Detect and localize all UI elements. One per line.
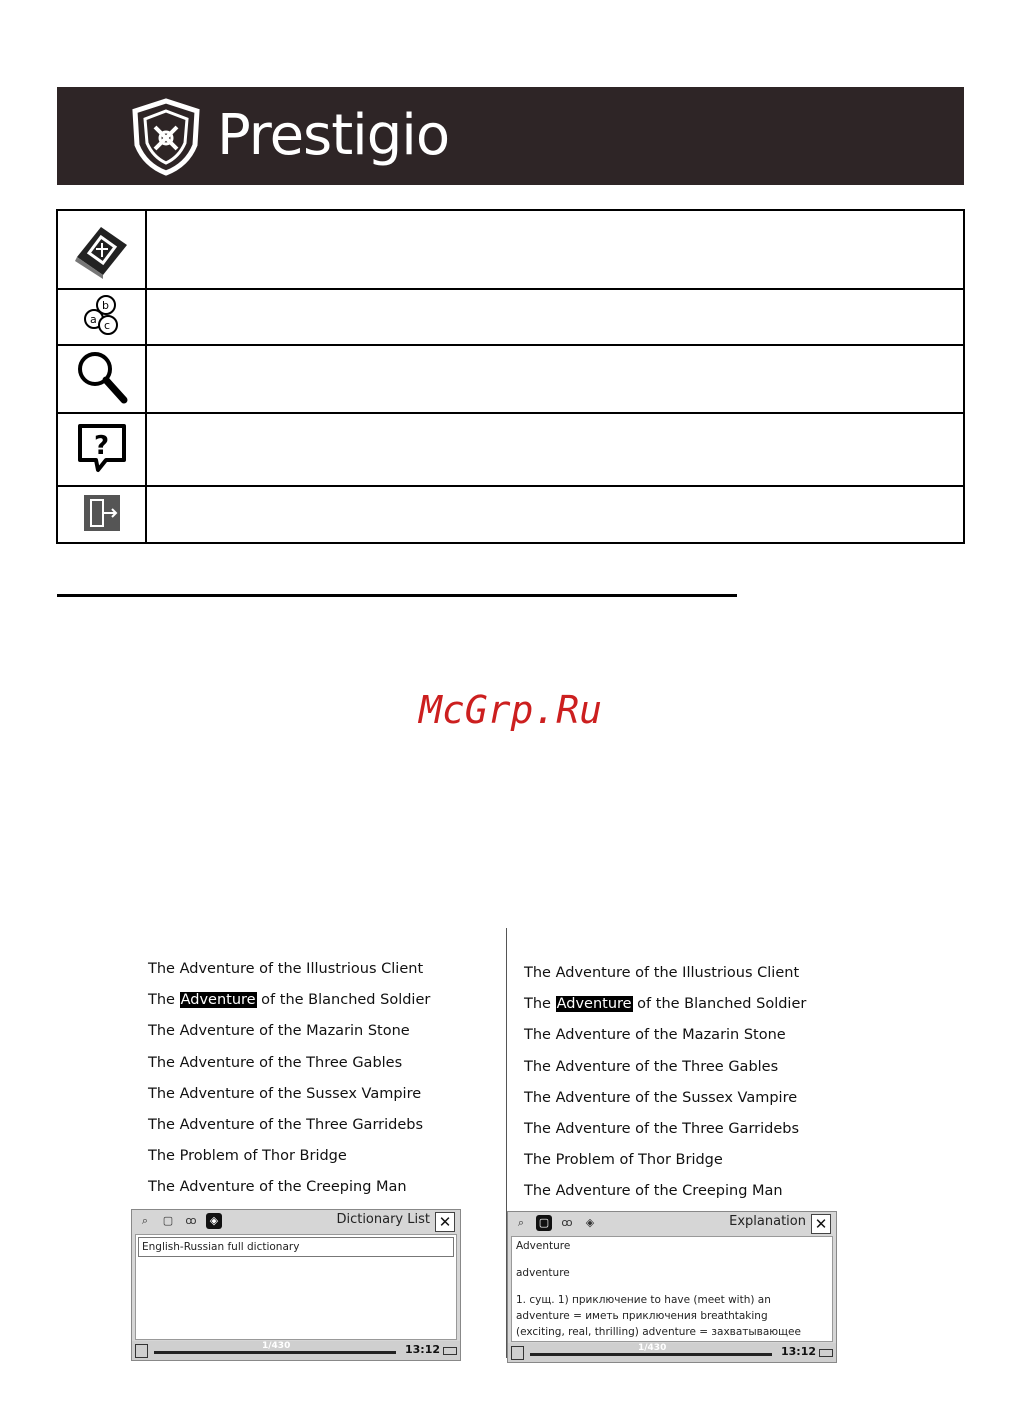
book-icon[interactable]: ◈ bbox=[585, 1216, 595, 1229]
icon-description bbox=[146, 413, 964, 486]
list-item[interactable]: The Adventure of the Creeping Man bbox=[524, 1183, 783, 1200]
close-button[interactable]: ✕ bbox=[435, 1212, 455, 1232]
abc-circles-icon bbox=[80, 293, 124, 337]
definition-line: (exciting, real, thrilling) adventure = захватывающее bbox=[516, 1326, 801, 1338]
dictionary-item[interactable]: English-Russian full dictionary bbox=[138, 1237, 454, 1257]
explanation-panel bbox=[507, 1211, 837, 1363]
panel-toolbar bbox=[132, 1210, 460, 1232]
screenshot-dictionary-list bbox=[131, 959, 471, 1399]
icon-description bbox=[146, 345, 964, 413]
table-row bbox=[57, 486, 964, 543]
definition-line: 1. сущ. 1) приключение to have (meet with) an bbox=[516, 1294, 771, 1306]
icon-description bbox=[146, 486, 964, 543]
header-banner bbox=[57, 87, 964, 185]
selected-word[interactable]: Adventure bbox=[556, 996, 632, 1013]
book-icon[interactable]: ◈ bbox=[206, 1213, 222, 1229]
list-item[interactable]: The Problem of Thor Bridge bbox=[148, 1148, 347, 1165]
clock: 13:12 bbox=[780, 1345, 816, 1358]
search-icon[interactable]: ⌕ bbox=[517, 1216, 525, 1229]
definition-line: adventure = иметь приключения breathtaking bbox=[516, 1310, 768, 1322]
section-divider bbox=[57, 594, 737, 597]
search-icon[interactable]: ⌕ bbox=[141, 1214, 149, 1227]
battery-icon bbox=[443, 1347, 457, 1355]
svg-text:b: b bbox=[101, 299, 109, 312]
list-item[interactable]: The Adventure of the Mazarin Stone bbox=[524, 1027, 786, 1044]
explanation-text bbox=[511, 1236, 833, 1342]
svg-text:a: a bbox=[89, 313, 97, 326]
book-icon[interactable] bbox=[135, 1344, 148, 1358]
icon-cell bbox=[57, 289, 146, 345]
abc-circles-icon[interactable]: ꝏ bbox=[561, 1216, 573, 1229]
table-row bbox=[57, 210, 964, 289]
book-icon bbox=[71, 217, 133, 279]
book-title-list bbox=[148, 959, 430, 1209]
icon-description-table bbox=[56, 209, 965, 544]
book-title-list bbox=[524, 963, 806, 1213]
explanation-icon[interactable]: ▢ bbox=[536, 1215, 552, 1231]
panel-title: Explanation bbox=[729, 1214, 806, 1229]
logo-wordmark: Prestigio bbox=[217, 103, 450, 168]
svg-text:?: ? bbox=[93, 430, 109, 461]
screenshot-explanation bbox=[507, 963, 847, 1403]
lemma: adventure bbox=[516, 1267, 570, 1279]
headword: Adventure bbox=[516, 1240, 571, 1252]
watermark: McGrp.Ru bbox=[418, 688, 603, 732]
dictionary-list bbox=[135, 1234, 457, 1340]
list-item[interactable]: The Adventure of the Three Garridebs bbox=[524, 1120, 800, 1137]
list-item[interactable]: The Adventure of the Blanched Soldier bbox=[148, 992, 431, 1009]
list-item[interactable]: The Adventure of the Three Gables bbox=[524, 1058, 779, 1075]
icon-description bbox=[146, 289, 964, 345]
clock: 13:12 bbox=[404, 1343, 440, 1356]
panel-toolbar bbox=[508, 1212, 836, 1234]
prestigio-shield-icon bbox=[127, 97, 205, 177]
panel-title: Dictionary List bbox=[336, 1212, 430, 1227]
list-item[interactable]: The Adventure of the Creeping Man bbox=[148, 1179, 407, 1196]
icon-cell bbox=[57, 210, 146, 289]
list-item[interactable]: The Adventure of the Blanched Soldier bbox=[524, 996, 807, 1013]
abc-circles-icon[interactable]: ꝏ bbox=[185, 1214, 197, 1227]
list-item[interactable]: The Adventure of the Sussex Vampire bbox=[524, 1089, 798, 1106]
icon-cell bbox=[57, 486, 146, 543]
list-item[interactable]: The Adventure of the Three Garridebs bbox=[148, 1116, 424, 1133]
table-row bbox=[57, 345, 964, 413]
list-item[interactable]: The Adventure of the Three Gables bbox=[148, 1054, 403, 1071]
close-button[interactable]: ✕ bbox=[811, 1214, 831, 1234]
status-bar bbox=[508, 1343, 836, 1362]
status-bar bbox=[132, 1341, 460, 1360]
svg-text:c: c bbox=[103, 319, 110, 332]
icon-cell bbox=[57, 413, 146, 486]
list-item[interactable]: The Adventure of the Sussex Vampire bbox=[148, 1085, 422, 1102]
page-indicator: 1/430 bbox=[638, 1343, 667, 1353]
page-indicator: 1/430 bbox=[262, 1341, 291, 1351]
table-row bbox=[57, 289, 964, 345]
exit-icon bbox=[82, 493, 122, 533]
page-progress[interactable] bbox=[154, 1351, 396, 1354]
table-row bbox=[57, 413, 964, 486]
explanation-icon[interactable]: ▢ bbox=[162, 1214, 174, 1227]
question-bubble-icon bbox=[74, 420, 130, 476]
list-item[interactable]: The Adventure of the Illustrious Client bbox=[524, 965, 800, 981]
page-progress[interactable] bbox=[530, 1353, 772, 1356]
list-item[interactable]: The Adventure of the Illustrious Client bbox=[148, 961, 424, 977]
selected-word[interactable]: Adventure bbox=[180, 992, 256, 1009]
icon-cell bbox=[57, 345, 146, 413]
battery-icon bbox=[819, 1349, 833, 1357]
icon-description bbox=[146, 210, 964, 289]
list-item[interactable]: The Adventure of the Mazarin Stone bbox=[148, 1023, 410, 1040]
list-item[interactable]: The Problem of Thor Bridge bbox=[524, 1152, 723, 1169]
dictionary-panel bbox=[131, 1209, 461, 1361]
book-icon[interactable] bbox=[511, 1346, 524, 1360]
magnifier-icon bbox=[74, 348, 130, 406]
